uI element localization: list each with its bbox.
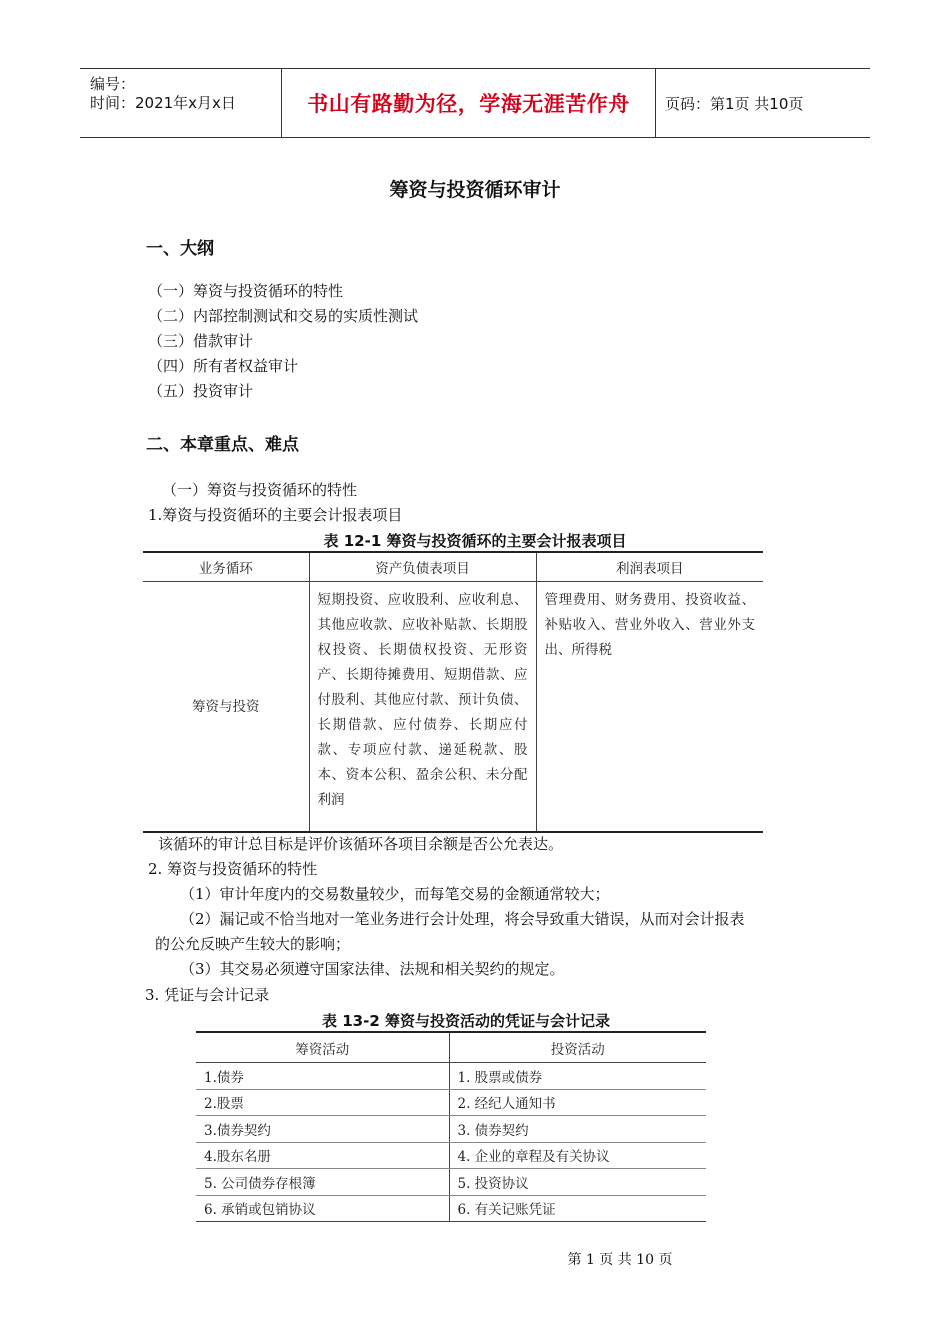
section2-heading: 二、本章重点、难点: [146, 435, 299, 455]
column-header: 资产负债表项目: [309, 552, 536, 582]
financing-cell: 4.股东名册: [196, 1142, 449, 1169]
balance-sheet-items: 短期投资、应收股利、应收利息、其他应收款、应收补贴款、长期股权投资、长期债权投资、无形资产、长期待摊费用、短期借款、应付股利、其他应付款、预计负债、长期借款、应付债券、长期应付款、专项应付款、递延税款、股本、资本公积、盈余公积、未分配利润: [309, 582, 536, 832]
table2-caption: 表 13-2 筹资与投资活动的凭证与会计记录: [322, 1012, 610, 1030]
investing-cell: 1. 股票或债券: [449, 1063, 706, 1090]
point3-title: 3. 凭证与会计记录: [145, 986, 270, 1004]
financing-cell: 2.股票: [196, 1089, 449, 1116]
column-header: 筹资活动: [196, 1032, 449, 1063]
characteristic-item: （2）漏记或不恰当地对一笔业务进行会计处理，将会导致重大错误，从而对会计报表: [180, 910, 745, 928]
column-header: 投资活动: [449, 1032, 706, 1063]
header-meta: [80, 69, 280, 137]
investing-cell: 3. 债券契约: [449, 1116, 706, 1143]
financing-cell: 1.债券: [196, 1063, 449, 1090]
column-header: 业务循环: [143, 552, 309, 582]
income-statement-items: 管理费用、财务费用、投资收益、补贴收入、营业外收入、营业外支出、所得税: [536, 582, 763, 832]
section1-heading: 一、大纲: [146, 239, 214, 259]
table-header-row: [196, 1032, 706, 1063]
characteristic-item-cont: 的公允反映产生较大的影响；: [155, 935, 351, 953]
outline-item: （一）筹资与投资循环的特性: [148, 282, 344, 300]
investing-cell: 5. 投资协议: [449, 1169, 706, 1196]
table-row: [196, 1169, 706, 1196]
outline-item: （二）内部控制测试和交易的实质性测试: [148, 307, 419, 325]
table-row: [196, 1063, 706, 1090]
audit-goal: 该循环的审计总目标是评价该循环各项目余额是否公允表达。: [158, 835, 564, 853]
time-label: 时间：2021年x月x日: [90, 94, 236, 112]
characteristic-item: （3）其交易必须遵守国家法律、法规和相关契约的规定。: [180, 960, 565, 978]
page-header: [80, 68, 870, 138]
motto-cell: [281, 69, 656, 137]
table-row: [196, 1116, 706, 1143]
table-row: [143, 582, 763, 832]
column-header: 利润表项目: [536, 552, 763, 582]
outline-item: （三）借款审计: [148, 332, 254, 350]
page-title: 筹资与投资循环审计: [389, 179, 561, 201]
table1-caption: 表 12-1 筹资与投资循环的主要会计报表项目: [323, 532, 627, 550]
point1-title: 1.筹资与投资循环的主要会计报表项目: [148, 506, 403, 524]
report-items-table: [143, 551, 763, 833]
investing-cell: 4. 企业的章程及有关协议: [449, 1142, 706, 1169]
point2-title: 2. 筹资与投资循环的特性: [148, 860, 318, 878]
table-row: [196, 1195, 706, 1222]
outline-item: （五）投资审计: [148, 382, 254, 400]
subsection-title: （一）筹资与投资循环的特性: [162, 481, 358, 499]
cycle-cell: 筹资与投资: [192, 698, 260, 715]
table-row: [196, 1142, 706, 1169]
outline-item: （四）所有者权益审计: [148, 357, 299, 375]
investing-cell: 2. 经纪人通知书: [449, 1089, 706, 1116]
motto: 书山有路勤为径，学海无涯苦作舟: [307, 92, 630, 116]
page-info: 页码：第1页 共10页: [665, 94, 804, 113]
financing-cell: 3.债券契约: [196, 1116, 449, 1143]
page-footer: 第 1 页 共 10 页: [567, 1252, 673, 1268]
investing-cell: 6. 有关记账凭证: [449, 1195, 706, 1222]
table-row: [196, 1089, 706, 1116]
financing-cell: 5. 公司债券存根簿: [196, 1169, 449, 1196]
number-label: 编号：: [90, 75, 136, 93]
financing-cell: 6. 承销或包销协议: [204, 1202, 316, 1219]
characteristic-item: （1）审计年度内的交易数量较少，而每笔交易的金额通常较大；: [180, 885, 610, 903]
vouchers-records-table: [196, 1031, 706, 1222]
table-header-row: [143, 552, 763, 582]
